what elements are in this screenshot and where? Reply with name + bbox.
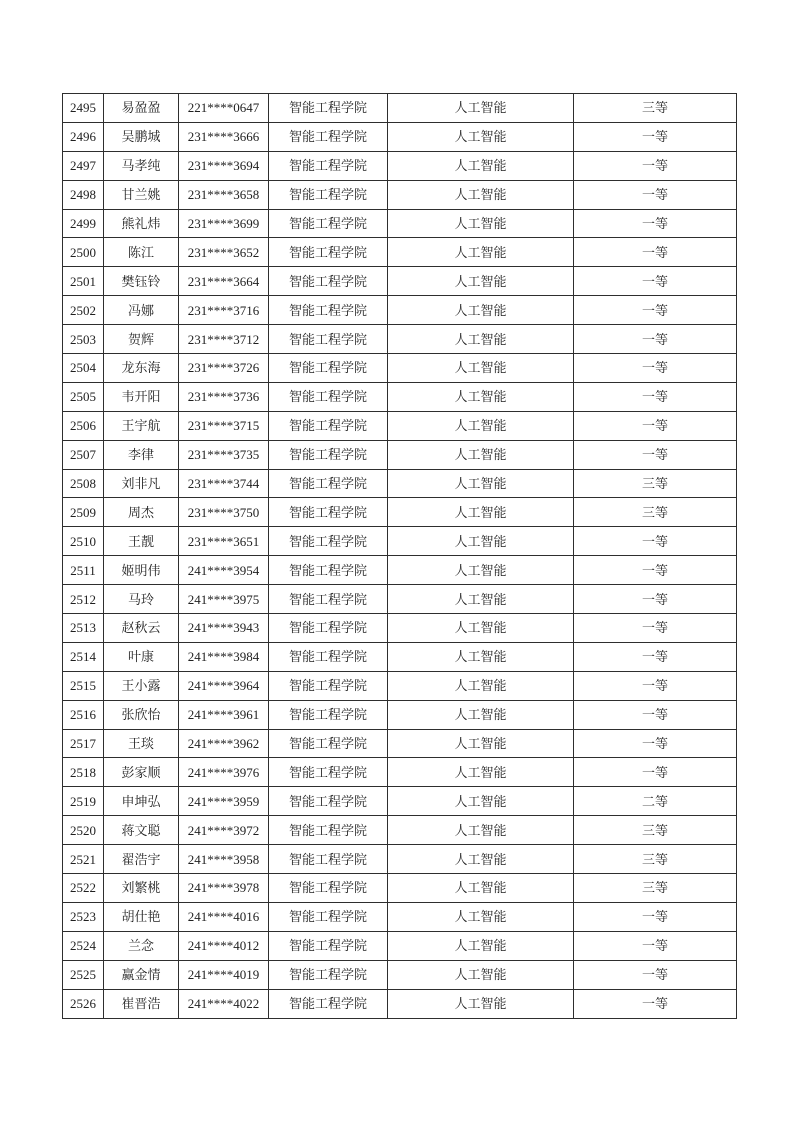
index-cell: 2501 [63, 267, 104, 296]
award-level-cell: 一等 [574, 758, 737, 787]
index-cell: 2496 [63, 122, 104, 151]
index-cell: 2502 [63, 296, 104, 325]
student-id-cell: 231****3716 [179, 296, 269, 325]
student-id-cell: 241****3943 [179, 614, 269, 643]
award-level-cell: 一等 [574, 209, 737, 238]
index-cell: 2516 [63, 700, 104, 729]
index-cell: 2498 [63, 180, 104, 209]
award-level-cell: 三等 [574, 845, 737, 874]
award-level-cell: 一等 [574, 642, 737, 671]
index-cell: 2523 [63, 902, 104, 931]
name-cell: 兰念 [104, 931, 179, 960]
index-cell: 2503 [63, 325, 104, 354]
table-row [63, 296, 737, 325]
table-row [63, 238, 737, 267]
table-row [63, 527, 737, 556]
major-cell: 人工智能 [388, 700, 574, 729]
major-cell: 人工智能 [388, 671, 574, 700]
college-cell: 智能工程学院 [269, 209, 388, 238]
table-row [63, 267, 737, 296]
name-cell: 甘兰姚 [104, 180, 179, 209]
college-cell: 智能工程学院 [269, 440, 388, 469]
student-id-cell: 241****4016 [179, 902, 269, 931]
name-cell: 贺辉 [104, 325, 179, 354]
table-row [63, 614, 737, 643]
student-id-cell: 231****3651 [179, 527, 269, 556]
award-level-cell: 一等 [574, 238, 737, 267]
index-cell: 2517 [63, 729, 104, 758]
name-cell: 王小露 [104, 671, 179, 700]
index-cell: 2524 [63, 931, 104, 960]
name-cell: 彭家顺 [104, 758, 179, 787]
table-row [63, 440, 737, 469]
college-cell: 智能工程学院 [269, 382, 388, 411]
table-row [63, 787, 737, 816]
major-cell: 人工智能 [388, 989, 574, 1018]
name-cell: 刘繁桃 [104, 874, 179, 903]
major-cell: 人工智能 [388, 960, 574, 989]
college-cell: 智能工程学院 [269, 671, 388, 700]
table-row [63, 671, 737, 700]
student-id-cell: 231****3750 [179, 498, 269, 527]
index-cell: 2499 [63, 209, 104, 238]
award-level-cell: 一等 [574, 614, 737, 643]
college-cell: 智能工程学院 [269, 931, 388, 960]
student-id-cell: 231****3658 [179, 180, 269, 209]
college-cell: 智能工程学院 [269, 325, 388, 354]
index-cell: 2507 [63, 440, 104, 469]
student-id-cell: 221****0647 [179, 94, 269, 123]
table-row [63, 325, 737, 354]
award-level-cell: 一等 [574, 354, 737, 383]
major-cell: 人工智能 [388, 758, 574, 787]
table-row [63, 151, 737, 180]
name-cell: 胡仕艳 [104, 902, 179, 931]
name-cell: 崔晋浩 [104, 989, 179, 1018]
award-level-cell: 一等 [574, 382, 737, 411]
college-cell: 智能工程学院 [269, 151, 388, 180]
major-cell: 人工智能 [388, 614, 574, 643]
table-row [63, 94, 737, 123]
name-cell: 翟浩宇 [104, 845, 179, 874]
college-cell: 智能工程学院 [269, 989, 388, 1018]
index-cell: 2526 [63, 989, 104, 1018]
name-cell: 刘非凡 [104, 469, 179, 498]
index-cell: 2504 [63, 354, 104, 383]
college-cell: 智能工程学院 [269, 874, 388, 903]
award-level-cell: 一等 [574, 931, 737, 960]
award-level-cell: 一等 [574, 151, 737, 180]
award-level-cell: 一等 [574, 729, 737, 758]
award-level-cell: 三等 [574, 874, 737, 903]
award-level-cell: 一等 [574, 411, 737, 440]
student-id-cell: 241****3964 [179, 671, 269, 700]
name-cell: 冯娜 [104, 296, 179, 325]
index-cell: 2506 [63, 411, 104, 440]
table-row [63, 874, 737, 903]
index-cell: 2512 [63, 585, 104, 614]
student-id-cell: 231****3699 [179, 209, 269, 238]
college-cell: 智能工程学院 [269, 902, 388, 931]
student-id-cell: 241****3958 [179, 845, 269, 874]
table-row [63, 700, 737, 729]
table-row [63, 816, 737, 845]
major-cell: 人工智能 [388, 296, 574, 325]
major-cell: 人工智能 [388, 325, 574, 354]
index-cell: 2521 [63, 845, 104, 874]
table-row [63, 354, 737, 383]
award-level-cell: 三等 [574, 816, 737, 845]
index-cell: 2518 [63, 758, 104, 787]
index-cell: 2509 [63, 498, 104, 527]
name-cell: 蒋文聪 [104, 816, 179, 845]
table-row [63, 122, 737, 151]
major-cell: 人工智能 [388, 180, 574, 209]
student-id-cell: 241****4022 [179, 989, 269, 1018]
table-row [63, 498, 737, 527]
student-id-cell: 231****3694 [179, 151, 269, 180]
major-cell: 人工智能 [388, 729, 574, 758]
award-level-cell: 二等 [574, 787, 737, 816]
name-cell: 赵秋云 [104, 614, 179, 643]
table-row [63, 556, 737, 585]
college-cell: 智能工程学院 [269, 122, 388, 151]
award-level-cell: 三等 [574, 498, 737, 527]
student-id-cell: 241****3961 [179, 700, 269, 729]
award-level-cell: 一等 [574, 671, 737, 700]
college-cell: 智能工程学院 [269, 267, 388, 296]
college-cell: 智能工程学院 [269, 556, 388, 585]
college-cell: 智能工程学院 [269, 527, 388, 556]
student-id-cell: 241****3984 [179, 642, 269, 671]
student-id-cell: 231****3744 [179, 469, 269, 498]
student-id-cell: 231****3735 [179, 440, 269, 469]
award-level-cell: 一等 [574, 296, 737, 325]
table-row [63, 902, 737, 931]
award-level-cell: 一等 [574, 527, 737, 556]
award-level-cell: 一等 [574, 325, 737, 354]
table-row [63, 209, 737, 238]
table-row [63, 989, 737, 1018]
name-cell: 王靓 [104, 527, 179, 556]
award-roster-table [62, 93, 737, 1019]
major-cell: 人工智能 [388, 440, 574, 469]
college-cell: 智能工程学院 [269, 700, 388, 729]
college-cell: 智能工程学院 [269, 498, 388, 527]
index-cell: 2525 [63, 960, 104, 989]
major-cell: 人工智能 [388, 354, 574, 383]
major-cell: 人工智能 [388, 151, 574, 180]
student-id-cell: 241****3959 [179, 787, 269, 816]
major-cell: 人工智能 [388, 931, 574, 960]
index-cell: 2510 [63, 527, 104, 556]
major-cell: 人工智能 [388, 787, 574, 816]
major-cell: 人工智能 [388, 556, 574, 585]
index-cell: 2508 [63, 469, 104, 498]
major-cell: 人工智能 [388, 238, 574, 267]
student-id-cell: 241****3972 [179, 816, 269, 845]
index-cell: 2522 [63, 874, 104, 903]
table-row [63, 180, 737, 209]
table-row [63, 585, 737, 614]
table-row [63, 931, 737, 960]
major-cell: 人工智能 [388, 902, 574, 931]
name-cell: 韦开阳 [104, 382, 179, 411]
award-level-cell: 三等 [574, 94, 737, 123]
college-cell: 智能工程学院 [269, 729, 388, 758]
index-cell: 2511 [63, 556, 104, 585]
student-id-cell: 241****4012 [179, 931, 269, 960]
name-cell: 王宇航 [104, 411, 179, 440]
name-cell: 樊钰铃 [104, 267, 179, 296]
name-cell: 吴鹏城 [104, 122, 179, 151]
table-row [63, 411, 737, 440]
award-level-cell: 一等 [574, 585, 737, 614]
award-level-cell: 一等 [574, 440, 737, 469]
college-cell: 智能工程学院 [269, 816, 388, 845]
award-level-cell: 三等 [574, 469, 737, 498]
name-cell: 易盈盈 [104, 94, 179, 123]
major-cell: 人工智能 [388, 94, 574, 123]
award-level-cell: 一等 [574, 180, 737, 209]
table-row [63, 960, 737, 989]
college-cell: 智能工程学院 [269, 180, 388, 209]
student-id-cell: 241****3954 [179, 556, 269, 585]
student-id-cell: 231****3712 [179, 325, 269, 354]
award-level-cell: 一等 [574, 122, 737, 151]
major-cell: 人工智能 [388, 209, 574, 238]
college-cell: 智能工程学院 [269, 469, 388, 498]
name-cell: 周杰 [104, 498, 179, 527]
college-cell: 智能工程学院 [269, 354, 388, 383]
name-cell: 张欣怡 [104, 700, 179, 729]
table-row [63, 642, 737, 671]
student-id-cell: 241****3962 [179, 729, 269, 758]
award-level-cell: 一等 [574, 556, 737, 585]
index-cell: 2500 [63, 238, 104, 267]
major-cell: 人工智能 [388, 498, 574, 527]
student-id-cell: 231****3726 [179, 354, 269, 383]
name-cell: 李律 [104, 440, 179, 469]
name-cell: 熊礼炜 [104, 209, 179, 238]
table-row [63, 469, 737, 498]
major-cell: 人工智能 [388, 122, 574, 151]
major-cell: 人工智能 [388, 642, 574, 671]
college-cell: 智能工程学院 [269, 787, 388, 816]
index-cell: 2514 [63, 642, 104, 671]
major-cell: 人工智能 [388, 382, 574, 411]
award-level-cell: 一等 [574, 700, 737, 729]
index-cell: 2519 [63, 787, 104, 816]
table-row [63, 845, 737, 874]
award-level-cell: 一等 [574, 902, 737, 931]
award-level-cell: 一等 [574, 989, 737, 1018]
student-id-cell: 231****3736 [179, 382, 269, 411]
name-cell: 申坤弘 [104, 787, 179, 816]
student-id-cell: 241****4019 [179, 960, 269, 989]
award-level-cell: 一等 [574, 267, 737, 296]
table-row [63, 382, 737, 411]
name-cell: 马孝纯 [104, 151, 179, 180]
table-row [63, 729, 737, 758]
name-cell: 姬明伟 [104, 556, 179, 585]
student-id-cell: 241****3978 [179, 874, 269, 903]
index-cell: 2495 [63, 94, 104, 123]
student-id-cell: 241****3975 [179, 585, 269, 614]
major-cell: 人工智能 [388, 469, 574, 498]
index-cell: 2520 [63, 816, 104, 845]
college-cell: 智能工程学院 [269, 94, 388, 123]
college-cell: 智能工程学院 [269, 238, 388, 267]
college-cell: 智能工程学院 [269, 960, 388, 989]
student-id-cell: 241****3976 [179, 758, 269, 787]
index-cell: 2505 [63, 382, 104, 411]
name-cell: 龙东海 [104, 354, 179, 383]
student-id-cell: 231****3715 [179, 411, 269, 440]
name-cell: 王琰 [104, 729, 179, 758]
major-cell: 人工智能 [388, 411, 574, 440]
college-cell: 智能工程学院 [269, 585, 388, 614]
student-id-cell: 231****3666 [179, 122, 269, 151]
college-cell: 智能工程学院 [269, 758, 388, 787]
major-cell: 人工智能 [388, 845, 574, 874]
index-cell: 2497 [63, 151, 104, 180]
college-cell: 智能工程学院 [269, 642, 388, 671]
major-cell: 人工智能 [388, 816, 574, 845]
college-cell: 智能工程学院 [269, 614, 388, 643]
name-cell: 叶康 [104, 642, 179, 671]
major-cell: 人工智能 [388, 527, 574, 556]
college-cell: 智能工程学院 [269, 845, 388, 874]
award-level-cell: 一等 [574, 960, 737, 989]
index-cell: 2513 [63, 614, 104, 643]
major-cell: 人工智能 [388, 874, 574, 903]
table-row [63, 758, 737, 787]
index-cell: 2515 [63, 671, 104, 700]
student-id-cell: 231****3652 [179, 238, 269, 267]
name-cell: 马玲 [104, 585, 179, 614]
major-cell: 人工智能 [388, 267, 574, 296]
name-cell: 陈江 [104, 238, 179, 267]
college-cell: 智能工程学院 [269, 296, 388, 325]
college-cell: 智能工程学院 [269, 411, 388, 440]
name-cell: 赢金情 [104, 960, 179, 989]
major-cell: 人工智能 [388, 585, 574, 614]
student-id-cell: 231****3664 [179, 267, 269, 296]
